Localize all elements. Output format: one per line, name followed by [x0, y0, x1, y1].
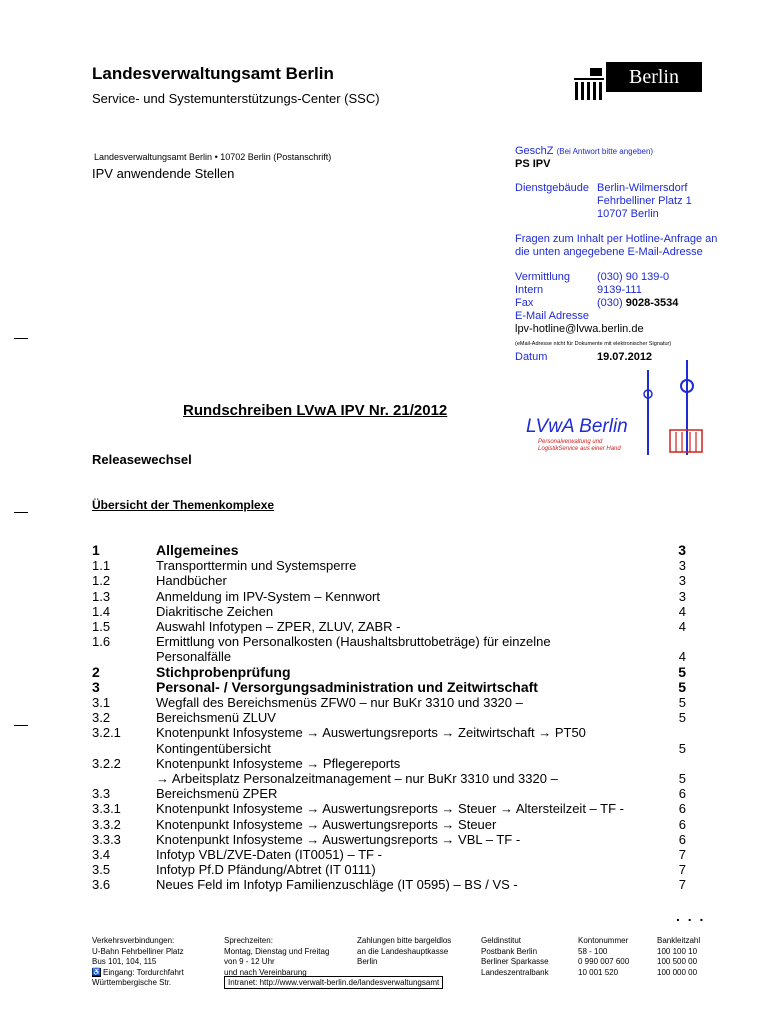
toc-page: 5 — [678, 740, 686, 756]
fax-label: Fax — [515, 297, 534, 309]
footer-text: 10 001 520 — [578, 967, 619, 977]
toc-number: 3.6 — [92, 877, 111, 893]
footer-text: Postbank Berlin — [481, 946, 538, 956]
toc-row — [92, 741, 686, 756]
toc-row — [92, 817, 686, 832]
document-title: Rundschreiben LVwA IPV Nr. 21/2012 — [183, 402, 448, 419]
toc-title: Transporttermin und Systemsperre — [156, 558, 357, 574]
footer-text: von 9 - 12 Uhr — [224, 957, 275, 966]
toc-number: 3 — [92, 678, 100, 695]
toc-row — [92, 832, 686, 847]
toc-page: 7 — [678, 847, 686, 863]
toc-row — [92, 543, 686, 558]
toc-page: 6 — [678, 801, 686, 817]
vermittlung-label: Vermittlung — [515, 271, 571, 283]
footer-text: Berliner Sparkasse — [481, 957, 549, 966]
footer-text: U-Bahn Fehrbelliner Platz — [92, 946, 184, 956]
fragen-block — [515, 233, 717, 259]
fold-mark — [14, 512, 28, 513]
geschz-value: PS IPV — [515, 158, 551, 170]
lvwa-tagline-2: LogistikService aus einer Hand — [538, 446, 621, 452]
toc-page: 3 — [678, 573, 686, 589]
intern-value: 9139-111 — [597, 284, 642, 296]
toc-number: 1.2 — [92, 573, 111, 589]
toc-row — [92, 725, 686, 740]
footer-hours — [224, 936, 329, 978]
footer-account — [578, 936, 629, 978]
footer-text: 100 500 00 — [657, 957, 698, 966]
toc-title: Personalfälle — [156, 649, 232, 665]
toc-page — [672, 725, 686, 740]
footer-text: 100 000 00 — [657, 967, 698, 977]
recipient: IPV anwendende Stellen — [92, 166, 235, 181]
geschz-note: (Bei Antwort bitte angeben) — [556, 147, 654, 156]
footer-text: und nach Vereinbarung — [224, 967, 307, 977]
toc-row — [92, 619, 686, 634]
footer-text: Verkehrsverbindungen: — [92, 936, 175, 945]
toc-row — [92, 786, 686, 801]
toc-page: 7 — [678, 877, 686, 893]
toc-number: 1.4 — [92, 603, 111, 619]
toc-number: 3.3.3 — [92, 831, 121, 847]
berlin-logo-text: Berlin — [606, 62, 702, 92]
toc-number: 1.3 — [92, 588, 111, 604]
toc-page: 6 — [678, 831, 686, 847]
lvwa-tagline-1: Personalverwaltung und — [538, 439, 603, 445]
toc-page: 7 — [678, 862, 686, 878]
toc-number: 3.3.1 — [92, 801, 121, 817]
toc-title: Knotenpunkt Infosysteme → Auswertungsreports → Steuer — [156, 816, 497, 832]
toc-row — [92, 680, 686, 695]
release-heading: Releasewechsel — [92, 452, 192, 467]
datum-value: 19.07.2012 — [597, 351, 653, 363]
footer-text: Berlin — [357, 957, 378, 966]
org-name: Landesverwaltungsamt Berlin — [92, 64, 334, 83]
footer-text: Eingang: Tordurchfahrt — [103, 967, 184, 977]
fax-value: 9028-3534 — [625, 297, 679, 309]
footer-bank — [481, 936, 549, 978]
dienst-1: Berlin-Wilmersdorf — [597, 182, 688, 194]
wheelchair-icon: ♿ — [92, 969, 101, 977]
dienst-block — [515, 182, 692, 221]
toc-page — [672, 634, 686, 649]
geschz-block — [515, 145, 653, 171]
toc-page: 3 — [678, 558, 686, 574]
email-label: E-Mail Adresse — [515, 310, 589, 322]
email-value[interactable]: lpv-hotline@lvwa.berlin.de — [515, 323, 644, 335]
toc-row — [92, 634, 686, 649]
overview-heading: Übersicht der Themenkomplexe — [92, 498, 275, 512]
footer-entrance — [92, 968, 184, 979]
toc-row — [92, 589, 686, 604]
continuation-marker: . . . — [676, 908, 706, 924]
toc-row — [92, 756, 686, 771]
table-of-contents — [92, 543, 686, 893]
toc-title: Diakritische Zeichen — [156, 603, 274, 619]
toc-page: 3 — [678, 542, 686, 558]
toc-title: Allgemeines — [156, 542, 239, 558]
fold-mark — [14, 725, 28, 726]
toc-title: Bereichsmenü ZLUV — [156, 710, 276, 726]
contact-block — [515, 271, 678, 364]
dienst-2: Fehrbelliner Platz 1 — [597, 195, 692, 207]
toc-number: 1 — [92, 542, 100, 558]
toc-page: 4 — [678, 649, 686, 665]
toc-page: 4 — [678, 603, 686, 619]
toc-page: 6 — [678, 816, 686, 832]
toc-title: Stichprobenprüfung — [156, 663, 291, 680]
toc-title: Knotenpunkt Infosysteme → Auswertungsreports → Steuer → Altersteilzeit – TF - — [156, 801, 624, 817]
toc-page: 6 — [678, 786, 686, 802]
toc-row — [92, 573, 686, 588]
fax-prefix: (030) — [597, 297, 623, 309]
toc-number: 3.3.2 — [92, 816, 121, 832]
intern-label: Intern — [515, 284, 544, 296]
toc-number: 1.6 — [92, 634, 111, 650]
toc-title: Knotenpunkt Infosysteme → Auswertungsreports → VBL – TF - — [156, 831, 521, 847]
toc-row — [92, 710, 686, 725]
toc-page: 5 — [678, 678, 686, 695]
toc-row — [92, 862, 686, 877]
toc-number: 3.5 — [92, 862, 111, 878]
toc-title: Infotyp Pf.D Pfändung/Abtret (IT 0111) — [156, 862, 376, 878]
toc-row — [92, 877, 686, 892]
fragen-1: Fragen zum Inhalt per Hotline-Anfrage an — [515, 233, 718, 245]
toc-number: 3.2.1 — [92, 725, 121, 741]
footer-text: Sprechzeiten: — [224, 936, 273, 945]
toc-row — [92, 847, 686, 862]
toc-page: 4 — [678, 619, 686, 635]
toc-title: Knotenpunkt Infosysteme → Pflegereports — [156, 755, 401, 771]
toc-title: Infotyp VBL/ZVE-Daten (IT0051) – TF - — [156, 847, 382, 863]
toc-title: Neues Feld im Infotyp Familienzuschläge (IT 0595) – BS / VS - — [156, 877, 518, 893]
footer-text: 100 100 10 — [657, 946, 698, 956]
toc-page: 3 — [678, 588, 686, 604]
toc-number — [92, 771, 156, 786]
toc-number: 3.4 — [92, 847, 111, 863]
footer-text: an die Landeshauptkasse — [357, 946, 449, 956]
toc-title: Handbücher — [156, 573, 227, 589]
footer-text: Württembergische Str. — [92, 978, 172, 987]
toc-number: 2 — [92, 663, 100, 680]
toc-number: 1.1 — [92, 558, 111, 574]
lvwa-logo-tagline — [538, 439, 621, 453]
fold-mark — [14, 338, 28, 339]
toc-number: 3.2.2 — [92, 755, 121, 771]
footer-payment — [357, 936, 451, 968]
footer-text: Geldinstitut — [481, 936, 522, 945]
toc-page: 5 — [678, 663, 686, 680]
org-subtitle: Service- und Systemunterstützungs-Center (SSC) — [92, 91, 380, 106]
vermittlung-value: (030) 90 139-0 — [597, 271, 670, 283]
footer-text: 0 990 007 600 — [578, 957, 630, 966]
toc-row — [92, 604, 686, 619]
toc-number — [92, 649, 156, 664]
toc-row — [92, 649, 686, 664]
toc-page — [672, 756, 686, 771]
toc-title: Anmeldung im IPV-System – Kennwort — [156, 588, 380, 604]
toc-page: 5 — [678, 710, 686, 726]
toc-title: Ermittlung von Personalkosten (Haushaltsbruttobeträge) für einzelne — [156, 634, 551, 650]
toc-number: 3.2 — [92, 710, 111, 726]
footer-text: Zahlungen bitte bargeldlos — [357, 936, 452, 945]
toc-row — [92, 695, 686, 710]
toc-title: Kontingentübersicht — [156, 740, 271, 756]
toc-title: Wegfall des Bereichsmenüs ZFW0 – nur BuKr 3310 und 3320 – — [156, 695, 523, 711]
toc-row — [92, 665, 686, 680]
berlin-logo — [572, 60, 702, 102]
lvwa-logo — [520, 360, 710, 460]
footer-text: Bus 101, 104, 115 — [92, 957, 157, 966]
toc-row — [92, 771, 686, 786]
footer-blz — [657, 936, 700, 978]
toc-number: 3.3 — [92, 786, 111, 802]
toc-row — [92, 558, 686, 573]
postal-address: Landesverwaltungsamt Berlin • 10702 Berlin (Postanschrift) — [94, 152, 332, 162]
footer-text: 58 - 100 — [578, 946, 608, 956]
footer-text: Kontonummer — [578, 936, 629, 945]
fragen-2: die unten angegebene E-Mail-Adresse — [515, 246, 703, 258]
footer-text: Montag, Dienstag und Freitag — [224, 946, 330, 956]
toc-number: 1.5 — [92, 619, 111, 635]
dienst-3: 10707 Berlin — [597, 208, 659, 220]
toc-title: Auswahl Infotypen – ZPER, ZLUV, ZABR - — [156, 619, 401, 635]
lvwa-logo-name: LVwA Berlin — [526, 416, 628, 437]
toc-title: → Arbeitsplatz Personalzeitmanagement – nur BuKr 3310 und 3320 – — [156, 771, 558, 787]
toc-title: Personal- / Versorgungsadministration und Zeitwirtschaft — [156, 678, 538, 695]
datum-label: Datum — [515, 351, 548, 363]
toc-page: 5 — [678, 695, 686, 711]
toc-number: 3.1 — [92, 695, 111, 711]
bear-columns-icon — [572, 60, 606, 102]
intranet-link[interactable]: Intranet: http://www.verwalt-berlin.de/landesverwaltungsamt — [224, 976, 443, 989]
geschz-label: GeschZ — [515, 145, 554, 157]
toc-title: Knotenpunkt Infosysteme → Auswertungsreports → Zeitwirtschaft → PT50 — [156, 725, 586, 741]
toc-number — [92, 741, 156, 756]
footer-text: Landeszentralbank — [481, 967, 549, 977]
email-note: (eMail-Adresse nicht für Dokumente mit elektronischer Signatur) — [515, 341, 672, 347]
footer-text: Bankleitzahl — [657, 936, 701, 945]
toc-page: 5 — [678, 771, 686, 787]
dienst-label: Dienstgebäude — [515, 182, 590, 194]
footer-transport — [92, 936, 184, 989]
toc-title: Bereichsmenü ZPER — [156, 786, 278, 802]
toc-row — [92, 801, 686, 816]
